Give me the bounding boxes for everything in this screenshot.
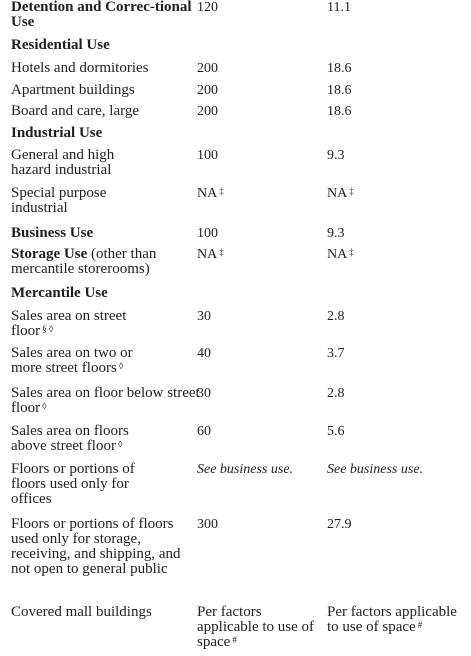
footnote-mark: # (232, 635, 237, 645)
row-label-text: Sales area on street floor (11, 308, 127, 339)
row-label-text: Sales area on floor below street floor (11, 385, 200, 416)
value-text: NA (197, 186, 218, 201)
row-label: Floors or portions of floors used only for storage, receiving, and shipping, and not open to general public (11, 516, 181, 577)
value-sq-ft: 100 (197, 226, 218, 241)
value-sq-ft: See business use. (197, 462, 294, 477)
row-label: Special purpose industrial (11, 185, 107, 216)
footnote-mark: ‡ (219, 186, 224, 196)
value-sq-m: 18.6 (327, 61, 352, 76)
row-label-text: Sales area on two or more street floors (11, 345, 133, 376)
footnote-mark: ‡ (349, 186, 354, 196)
footnote-mark: ‡ (349, 247, 354, 257)
row-label-text: Sales area on floors above street floor (11, 423, 129, 454)
row-label: Board and care, large (11, 103, 139, 119)
row-label-bold: Storage Use (11, 246, 88, 262)
footnote-mark: ◊ (118, 361, 124, 371)
section-title: Mercantile Use (11, 285, 108, 301)
value-sq-m (327, 247, 467, 262)
value-text: NA (327, 247, 348, 262)
value-sq-m: 9.3 (327, 226, 345, 241)
value-sq-ft: 40 (197, 346, 211, 361)
value-sq-m: 27.9 (327, 517, 352, 532)
section-title: Residential Use (11, 37, 110, 53)
section-title: Industrial Use (11, 125, 103, 141)
row-label: Detention and Correc-tional Use (11, 0, 192, 30)
value-text: NA (327, 186, 348, 201)
value-sq-m: 2.8 (327, 309, 345, 324)
value-sq-ft: 200 (197, 104, 218, 119)
value-text: NA (197, 247, 218, 262)
row-label: Business Use (11, 225, 94, 241)
footnote-mark: ‡ (219, 247, 224, 257)
value-sq-m: 11.1 (327, 0, 351, 15)
value-sq-ft: 300 (197, 517, 218, 532)
footnote-mark: ◊ (117, 439, 123, 449)
value-sq-ft: 30 (197, 386, 211, 401)
value-sq-ft: 60 (197, 424, 211, 439)
value-sq-m: 18.6 (327, 104, 352, 119)
value-text: Per factors applicable to use of space (327, 604, 457, 635)
row-label-rest: (other than mercantile storerooms) (11, 246, 157, 277)
footnote-mark: # (417, 620, 423, 630)
footnote-mark: ◊ (42, 401, 47, 411)
value-sq-m (327, 605, 457, 635)
value-text: Per factors applicable to use of space (197, 604, 315, 650)
value-sq-m: 9.3 (327, 148, 345, 163)
row-label (11, 386, 201, 416)
row-label (11, 424, 161, 454)
value-sq-m: See business use. (327, 462, 424, 477)
value-sq-m: 5.6 (327, 424, 345, 439)
value-sq-ft: 200 (197, 83, 218, 98)
value-sq-ft (197, 605, 323, 650)
value-sq-ft: 100 (197, 148, 218, 163)
value-sq-m: 18.6 (327, 83, 352, 98)
value-sq-ft: 120 (197, 0, 218, 15)
row-label (11, 309, 161, 339)
row-label: Apartment buildings (11, 82, 135, 98)
row-label: Covered mall buildings (11, 604, 152, 620)
value-sq-m (327, 186, 467, 201)
value-sq-ft: 200 (197, 61, 218, 76)
footnote-mark: § ◊ (42, 324, 54, 334)
value-sq-m: 3.7 (327, 346, 345, 361)
value-sq-ft (197, 186, 321, 201)
row-label: Floors or portions of floors used only for offices (11, 461, 135, 507)
value-sq-ft: 30 (197, 309, 211, 324)
value-sq-ft (197, 247, 321, 262)
row-label (11, 346, 166, 376)
value-sq-m: 2.8 (327, 386, 345, 401)
row-label: General and high hazard industrial (11, 147, 115, 178)
row-label: Hotels and dormitories (11, 60, 149, 76)
row-label (11, 247, 195, 277)
